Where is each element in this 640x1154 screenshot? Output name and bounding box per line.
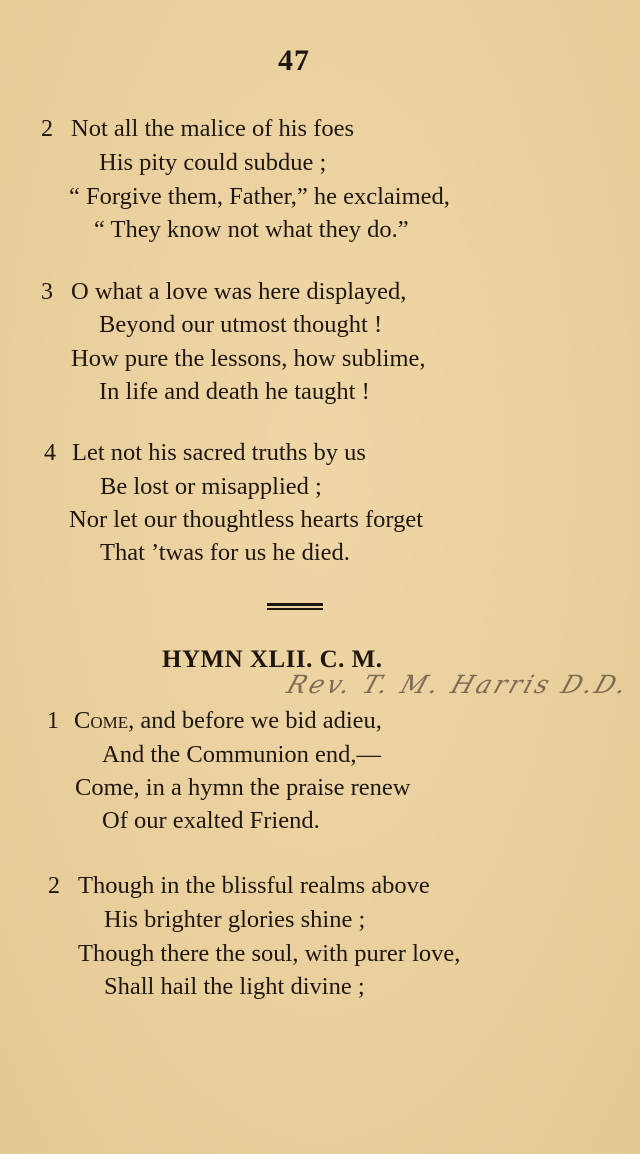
- verse-line: Though in the blissful realms above: [78, 872, 430, 899]
- verse-number: 3: [41, 279, 53, 305]
- verse-number: 4: [44, 440, 56, 466]
- verse-number: 1: [47, 708, 59, 734]
- hymn-title: HYMN XLII. C. M.: [162, 646, 383, 673]
- verse-line: His brighter glories shine ;: [104, 906, 366, 933]
- verse-line: That ’twas for us he died.: [100, 539, 350, 566]
- verse-number: 2: [41, 116, 53, 142]
- verse-line-rest: , and before we bid adieu,: [128, 707, 382, 734]
- verse-line: Not all the malice of his foes: [71, 115, 355, 142]
- verse-line: O what a love was here displayed,: [71, 278, 407, 305]
- verse-line: “ They know not what they do.”: [94, 216, 409, 243]
- verse-line: Come, in a hymn the praise renew: [75, 774, 411, 801]
- verse-line: Of our exalted Friend.: [102, 807, 320, 834]
- verse-line: How pure the lessons, how sublime,: [71, 345, 426, 372]
- first-word-smallcaps: Come: [74, 707, 129, 734]
- verse-line: Beyond our utmost thought !: [99, 311, 383, 338]
- section-divider: [267, 603, 323, 612]
- verse-line: Be lost or misapplied ;: [100, 473, 322, 500]
- verse-line: Though there the soul, with purer love,: [78, 940, 461, 967]
- handwritten-annotation: Rev. T. M. Harris D.D.: [283, 670, 634, 699]
- verse-line: Let not his sacred truths by us: [72, 439, 366, 466]
- page-number: 47: [278, 44, 310, 77]
- verse-line: [74, 706, 382, 736]
- verse-line: “ Forgive them, Father,” he exclaimed,: [69, 183, 450, 210]
- verse-line: In life and death he taught !: [99, 378, 370, 405]
- verse-line: And the Communion end,—: [102, 741, 382, 768]
- verse-line: Nor let our thoughtless hearts forget: [69, 506, 424, 533]
- verse-line: Shall hail the light divine ;: [104, 973, 365, 1000]
- verse-line: His pity could subdue ;: [99, 149, 327, 176]
- verse-number: 2: [48, 873, 60, 899]
